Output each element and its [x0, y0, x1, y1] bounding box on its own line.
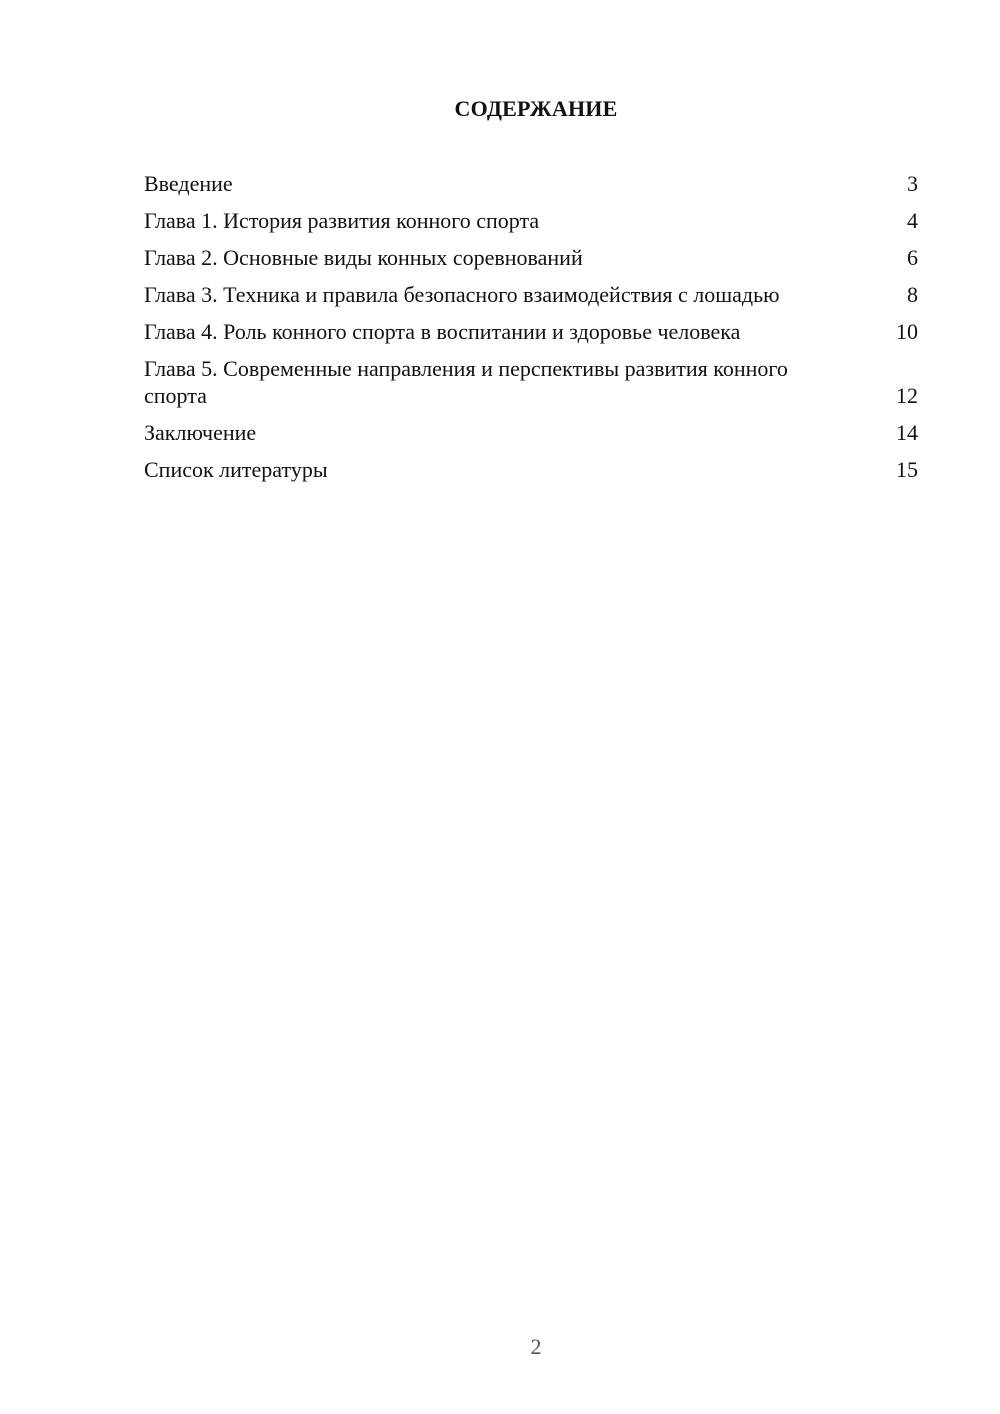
toc-entry-conclusion — [144, 419, 918, 446]
toc-entry-label: Глава 5. Современные направления и перспективы развития конного спорта — [144, 356, 788, 408]
toc-entry-chapter-4 — [144, 318, 918, 345]
toc-entry-chapter-5 — [144, 355, 918, 409]
toc-entry-page: 14 — [896, 420, 918, 445]
toc-entry-label: Введение — [144, 171, 233, 196]
toc-entry-label: Глава 2. Основные виды конных соревнований — [144, 245, 583, 270]
toc-entry-references — [144, 456, 918, 483]
toc-entry-page: 15 — [896, 457, 918, 482]
toc-entry-chapter-1 — [144, 207, 918, 234]
toc-entry-label: Список литературы — [144, 457, 328, 482]
toc-entry-page: 4 — [907, 208, 918, 233]
toc-entry-label: Глава 4. Роль конного спорта в воспитании и здоровье человека — [144, 319, 741, 344]
page-number: 2 — [530, 1334, 542, 1359]
toc-entry-page: 10 — [896, 319, 918, 344]
toc-entry-label: Заключение — [144, 420, 257, 445]
toc-entry-page: 12 — [896, 383, 918, 408]
toc-entry-page: 6 — [907, 245, 918, 270]
toc-entry-label: Глава 1. История развития конного спорта — [144, 208, 540, 233]
table-of-contents — [144, 170, 918, 493]
toc-entry-introduction — [144, 170, 918, 197]
toc-entry-chapter-3 — [144, 281, 918, 308]
toc-title: СОДЕРЖАНИЕ — [454, 96, 618, 121]
toc-entry-page: 8 — [907, 282, 918, 307]
toc-entry-page: 3 — [907, 171, 918, 196]
toc-entry-label: Глава 3. Техника и правила безопасного взаимодействия с лошадью — [144, 282, 780, 307]
toc-entry-chapter-2 — [144, 244, 918, 271]
